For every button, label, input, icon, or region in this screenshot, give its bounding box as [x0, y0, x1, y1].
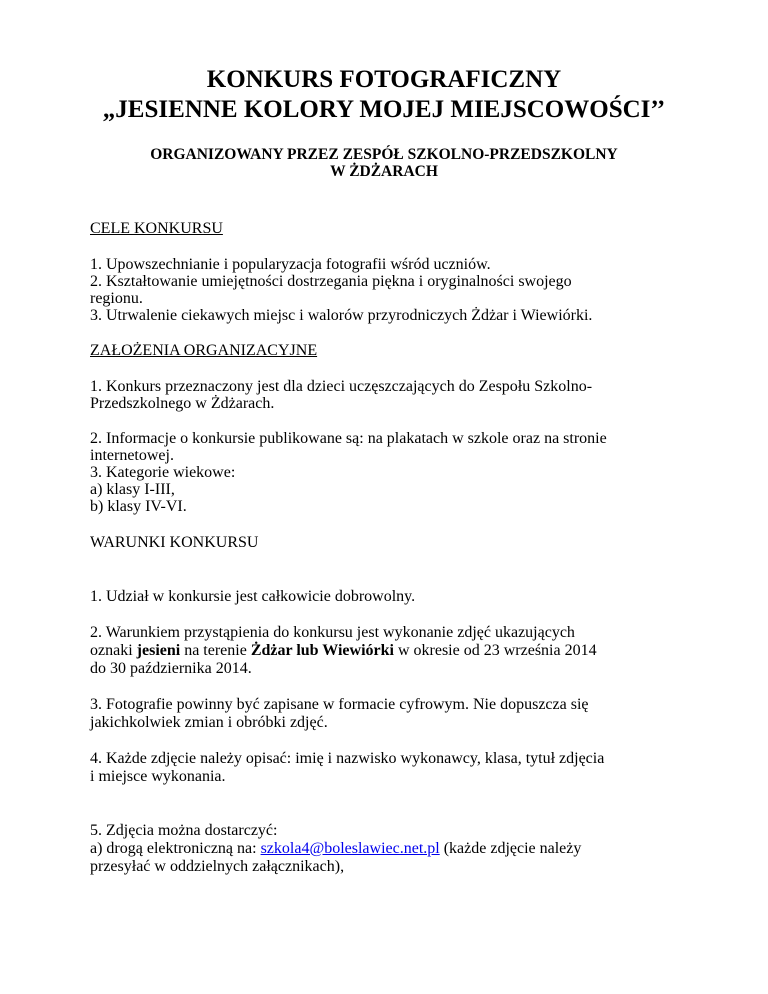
page-title-line-1: KONKURS FOTOGRAFICZNY [206, 66, 562, 93]
warunki-p1: 1. Udział w konkursie jest całkowicie dobrowolny. [90, 588, 416, 605]
warunki-p2-line-3: do 30 października 2014. [90, 660, 252, 677]
zalozenia-p2-line-2: internetowej. [90, 447, 174, 464]
section-heading-warunki: WARUNKI KONKURSU [90, 534, 259, 551]
cele-line-3: regionu. [90, 290, 143, 307]
warunki-p5-line-1: 5. Zdjęcia można dostarczyć: [90, 822, 278, 839]
warunki-p2-text-e: w okresie od 23 września 2014 [393, 642, 597, 659]
page-title-line-2: „JESIENNE KOLORY MOJEJ MIEJSCOWOŚCI’’ [102, 96, 666, 123]
warunki-p2-text-c: na terenie [180, 642, 251, 659]
section-heading-cele: CELE KONKURSU [90, 220, 223, 237]
zalozenia-p2-line-1: 2. Informacje o konkursie publikowane są: na plakatach w szkole oraz na stronie [90, 430, 607, 447]
warunki-p2-bold-place: Żdżar lub Wiewiórki [250, 642, 394, 659]
warunki-p2-line-1: 2. Warunkiem przystąpienia do konkursu jest wykonanie zdjęć ukazujących [90, 624, 575, 641]
zalozenia-p2-line-4: a) klasy I-III, [90, 481, 175, 498]
warunki-p2-bold-jesieni: jesieni [136, 642, 181, 659]
warunki-p5-text-c: (każde zdjęcie należy [439, 840, 582, 857]
subtitle-line-1: ORGANIZOWANY PRZEZ ZESPÓŁ SZKOLNO-PRZEDSZKOLNY [150, 146, 618, 163]
section-heading-zalozenia: ZAŁOŻENIA ORGANIZACYJNE [90, 342, 318, 359]
warunki-p5-line-2 [90, 840, 581, 858]
zalozenia-p2-line-5: b) klasy IV-VI. [90, 498, 187, 515]
email-link[interactable]: szkola4@boleslawiec.net.pl [260, 840, 440, 857]
cele-line-4: 3. Utrwalenie ciekawych miejsc i walorów przyrodniczych Żdżar i Wiewiórki. [90, 307, 593, 324]
warunki-p2-text-a: oznaki [90, 642, 137, 659]
subtitle-line-2: W ŻDŻARACH [330, 163, 438, 180]
cele-line-2: 2. Kształtowanie umiejętności dostrzegania piękna i oryginalności swojego [90, 273, 572, 290]
zalozenia-p1-line-1: 1. Konkurs przeznaczony jest dla dzieci uczęszczających do Zespołu Szkolno- [90, 378, 593, 395]
zalozenia-p2-line-3: 3. Kategorie wiekowe: [90, 464, 236, 481]
cele-line-1: 1. Upowszechnianie i popularyzacja fotografii wśród uczniów. [90, 256, 491, 273]
warunki-p4-line-2: i miejsce wykonania. [90, 768, 226, 785]
warunki-p5-text-a: a) drogą elektroniczną na: [90, 840, 261, 857]
zalozenia-p1-line-2: Przedszkolnego w Żdżarach. [90, 395, 275, 412]
warunki-p5-line-3: przesyłać w oddzielnych załącznikach), [90, 858, 345, 875]
warunki-p3-line-2: jakichkolwiek zmian i obróbki zdjęć. [90, 714, 328, 731]
warunki-p4-line-1: 4. Każde zdjęcie należy opisać: imię i nazwisko wykonawcy, klasa, tytuł zdjęcia [90, 750, 605, 767]
warunki-p2-line-2 [90, 642, 597, 660]
warunki-p3-line-1: 3. Fotografie powinny być zapisane w formacie cyfrowym. Nie dopuszcza się [90, 696, 589, 713]
